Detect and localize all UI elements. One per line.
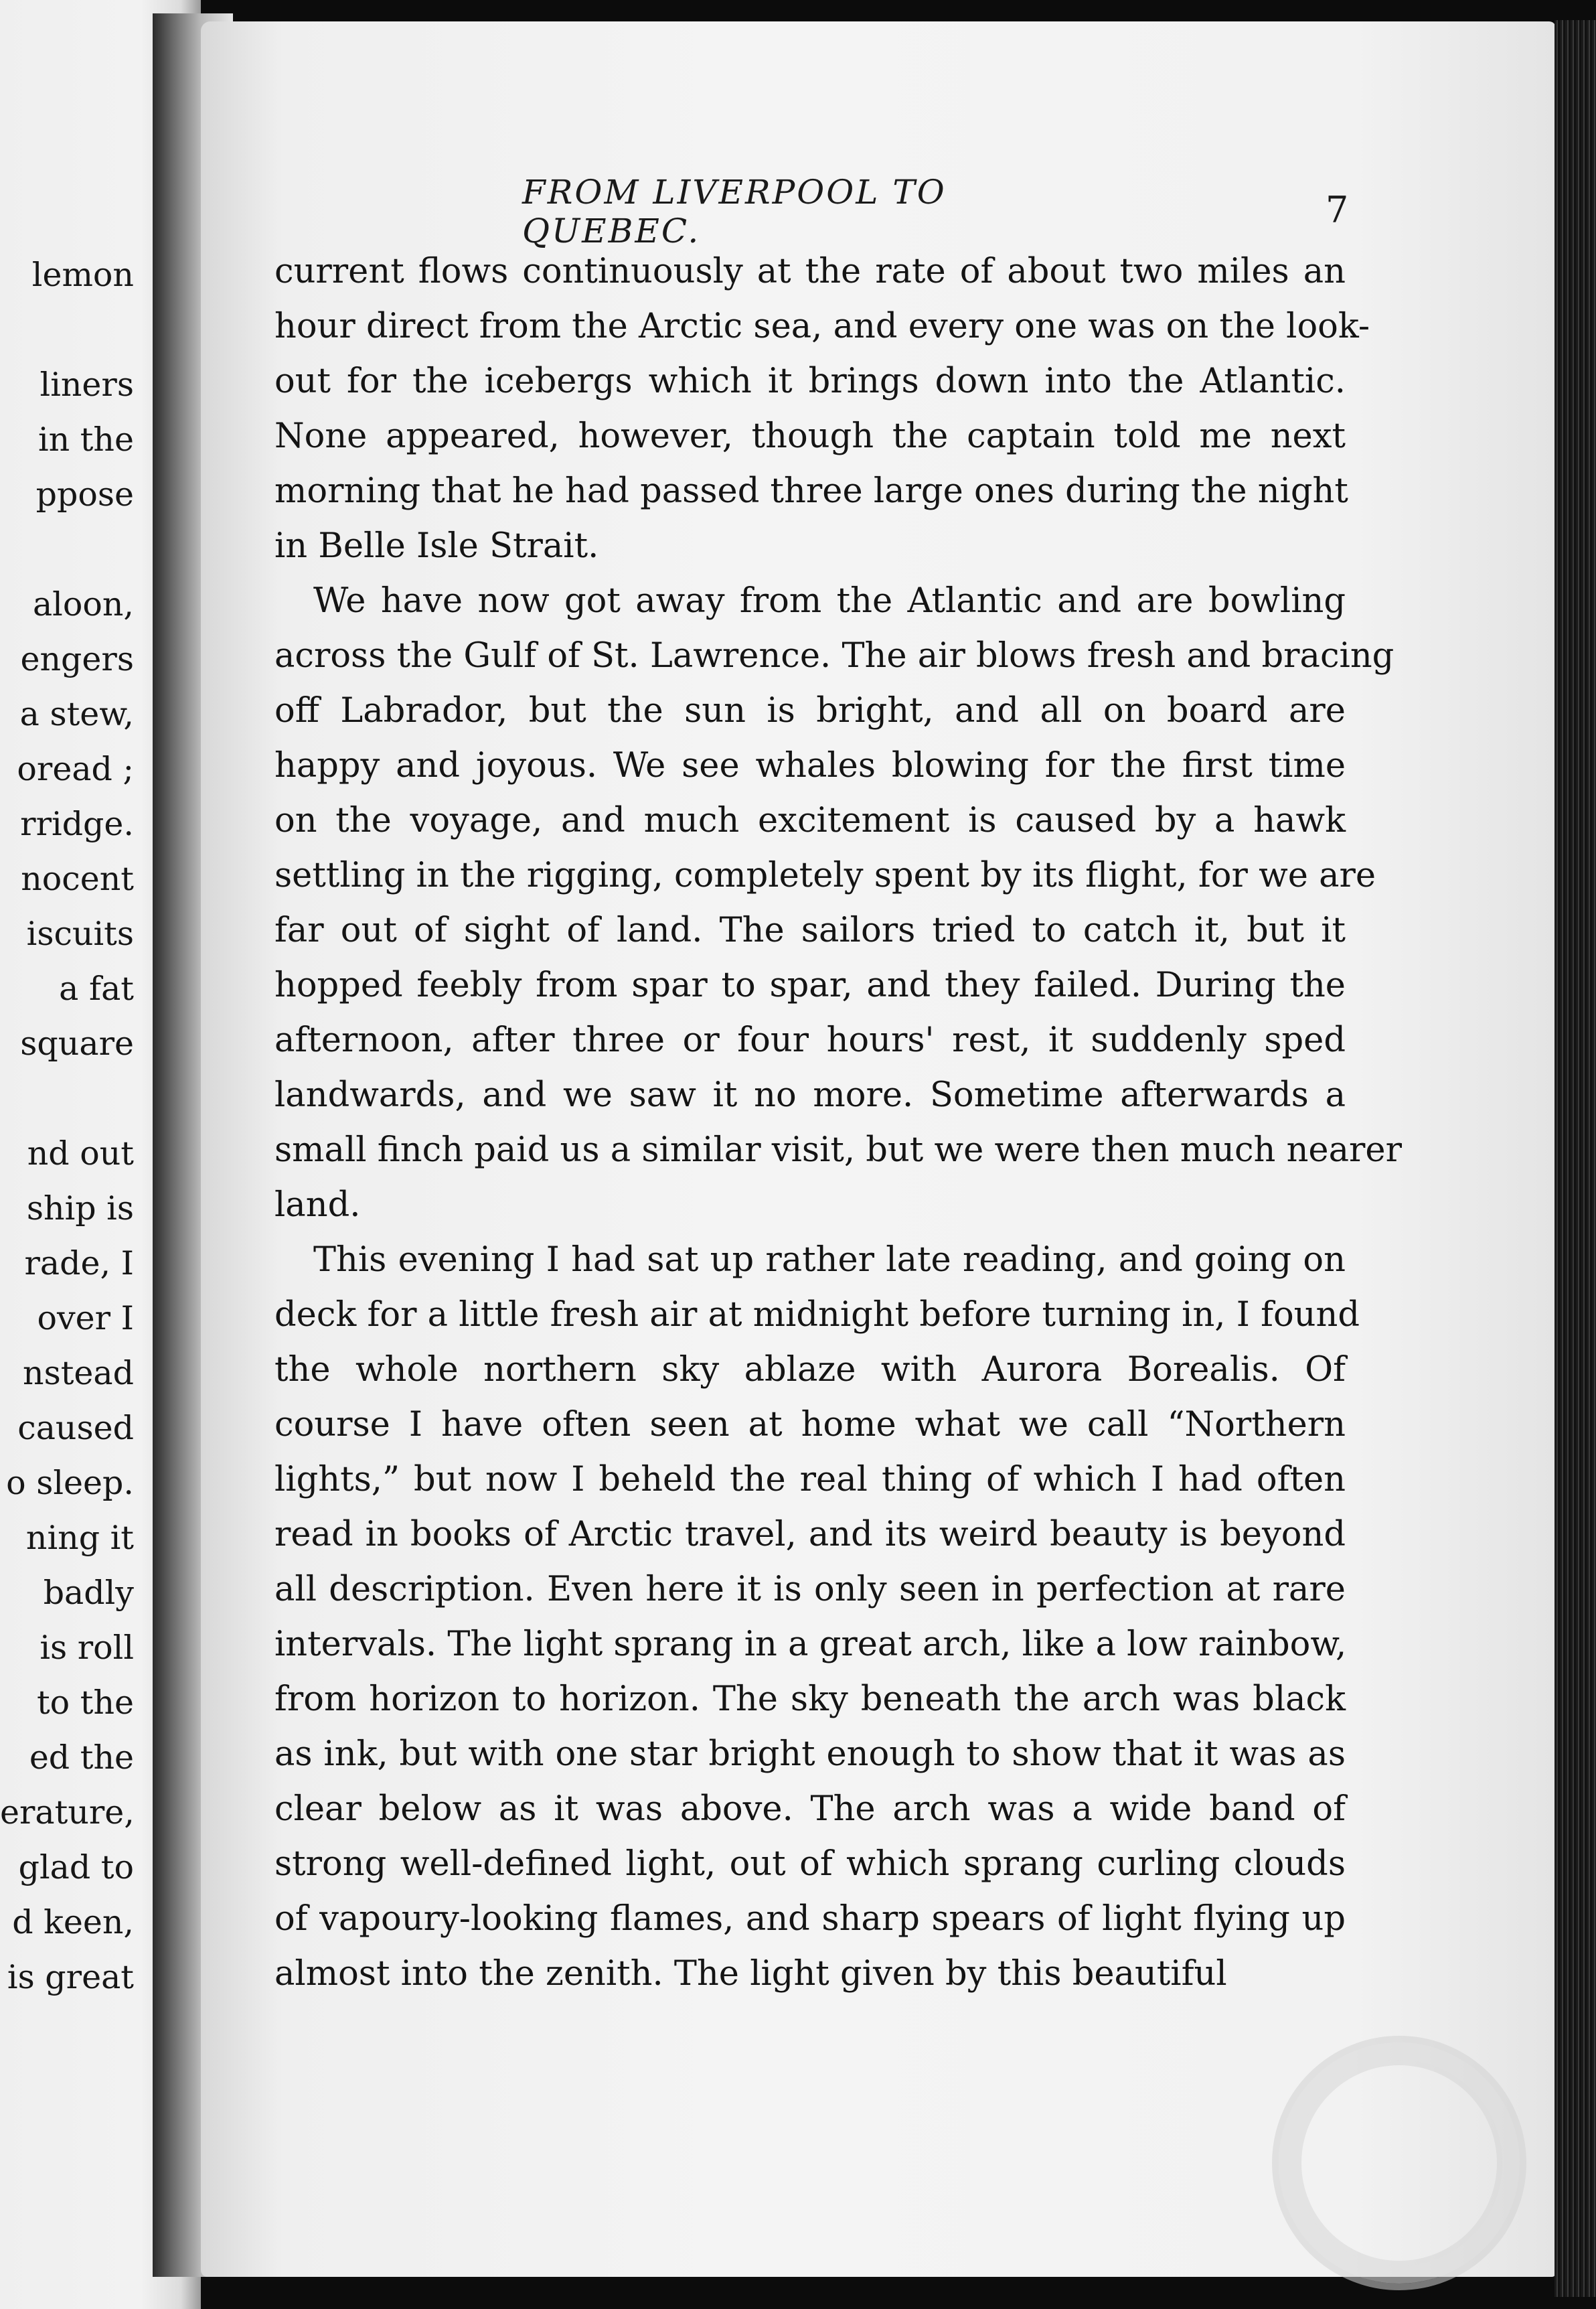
text-line: far out of sight of land. The sailors tried to catch it, but it: [274, 911, 1346, 950]
left-page-fragment: erature,: [0, 1793, 135, 1832]
text-line: land.: [274, 1185, 361, 1225]
text-line: hopped feebly from spar to spar, and they failed. During the: [274, 966, 1346, 1005]
text-line: small finch paid us a similar visit, but we were then much nearer: [274, 1130, 1402, 1170]
text-line: happy and joyous. We see whales blowing for the first time: [274, 746, 1346, 786]
text-line: on the voyage, and much excitement is caused by a hawk: [274, 801, 1346, 840]
left-page-text-fragments: [0, 248, 134, 2005]
text-line: course I have often seen at home what we call “Northern: [274, 1405, 1346, 1444]
text-line: off Labrador, but the sun is bright, and all on board are: [274, 691, 1346, 731]
left-page-fragment: d keen,: [12, 1903, 134, 1941]
left-page-fragment: ning it: [25, 1519, 134, 1557]
body-text: [274, 244, 1402, 2002]
page-number: 7: [1326, 189, 1349, 231]
left-page-fragment: badly: [43, 1574, 134, 1612]
text-line: This evening I had sat up rather late reading, and going on: [313, 1240, 1346, 1280]
left-page-fragment: square: [20, 1025, 134, 1063]
left-page-fragment: oread ;: [17, 750, 134, 788]
left-page-fragment: a fat: [59, 970, 134, 1008]
left-page-fragment: caused: [17, 1409, 134, 1447]
left-page-fragment: iscuits: [26, 915, 134, 953]
left-page-fragment: rade, I: [24, 1244, 134, 1282]
text-line: all description. Even here it is only seen in perfection at rare: [274, 1570, 1346, 1609]
text-line: from horizon to horizon. The sky beneath the arch was black: [274, 1680, 1346, 1719]
paragraph: [274, 1233, 1360, 2002]
left-page-fragment: nstead: [23, 1354, 134, 1392]
text-line: intervals. The light sprang in a great arch, like a low rainbow,: [274, 1625, 1347, 1664]
left-page-fragment: over I: [37, 1299, 134, 1337]
left-page-fragment: aloon,: [32, 585, 134, 623]
text-line: out for the icebergs which it brings down into the Atlantic.: [274, 362, 1346, 401]
left-page-fragment: a stew,: [19, 695, 134, 733]
text-line: almost into the zenith. The light given by this beautiful: [274, 1954, 1227, 1994]
left-page-fragment: is roll: [39, 1629, 134, 1667]
left-page-fragment: engers: [20, 640, 134, 678]
left-page-gap: [0, 1071, 134, 1126]
left-page-fragment: is great: [7, 1958, 134, 1996]
left-page-fragment: ship is: [26, 1189, 134, 1227]
text-line: settling in the rigging, completely spent by its flight, for we are: [274, 856, 1376, 895]
left-page-fragment: ppose: [35, 475, 134, 514]
text-line: hour direct from the Arctic sea, and every one was on the look-: [274, 307, 1370, 346]
left-page-fragment: lemon: [31, 256, 134, 294]
text-line: clear below as it was above. The arch was a wide band of: [274, 1789, 1346, 1829]
left-page-fragment: nd out: [27, 1134, 134, 1173]
archive-stamp-mark: [1272, 2036, 1526, 2290]
left-page-fragment: rridge.: [20, 805, 134, 843]
page-fore-edge: [1554, 20, 1596, 2297]
text-line: strong well-defined light, out of which sprang curling clouds: [274, 1844, 1346, 1884]
left-page-fragment: liners: [39, 366, 134, 404]
left-page-fragment: in the: [37, 421, 134, 459]
left-page-gap: [0, 303, 134, 358]
left-page-fragment: to the: [36, 1684, 134, 1722]
left-page-fragment: nocent: [21, 860, 134, 898]
text-line: the whole northern sky ablaze with Aurora Borealis. Of: [274, 1350, 1346, 1390]
text-line: deck for a little fresh air at midnight before turning in, I found: [274, 1295, 1360, 1335]
text-line: We have now got away from the Atlantic and are bowling: [313, 581, 1346, 621]
paragraph: [274, 244, 1370, 574]
text-line: across the Gulf of St. Lawrence. The air blows fresh and bracing: [274, 636, 1394, 676]
text-line: landwards, and we saw it no more. Sometime afterwards a: [274, 1075, 1346, 1115]
text-line: of vapoury-looking flames, and sharp spears of light flying up: [274, 1899, 1346, 1939]
text-line: as ink, but with one star bright enough to show that it was as: [274, 1734, 1346, 1774]
text-line: None appeared, however, though the captain told me next: [274, 417, 1346, 456]
text-line: current flows continuously at the rate of about two miles an: [274, 252, 1346, 291]
left-page-gap: [0, 522, 134, 577]
text-line: afternoon, after three or four hours' rest, it suddenly sped: [274, 1021, 1346, 1060]
text-line: in Belle Isle Strait.: [274, 526, 599, 566]
text-line: morning that he had passed three large ones during the night: [274, 471, 1348, 511]
text-line: read in books of Arctic travel, and its weird beauty is beyond: [274, 1515, 1346, 1554]
paragraph: [274, 574, 1402, 1233]
left-page-fragment: glad to: [18, 1848, 134, 1886]
text-line: lights,” but now I beheld the real thing of which I had often: [274, 1460, 1346, 1499]
running-head: FROM LIVERPOOL TO QUEBEC.: [522, 173, 947, 250]
left-page-fragment: o sleep.: [6, 1464, 134, 1502]
left-page-fragment: ed the: [29, 1738, 134, 1777]
